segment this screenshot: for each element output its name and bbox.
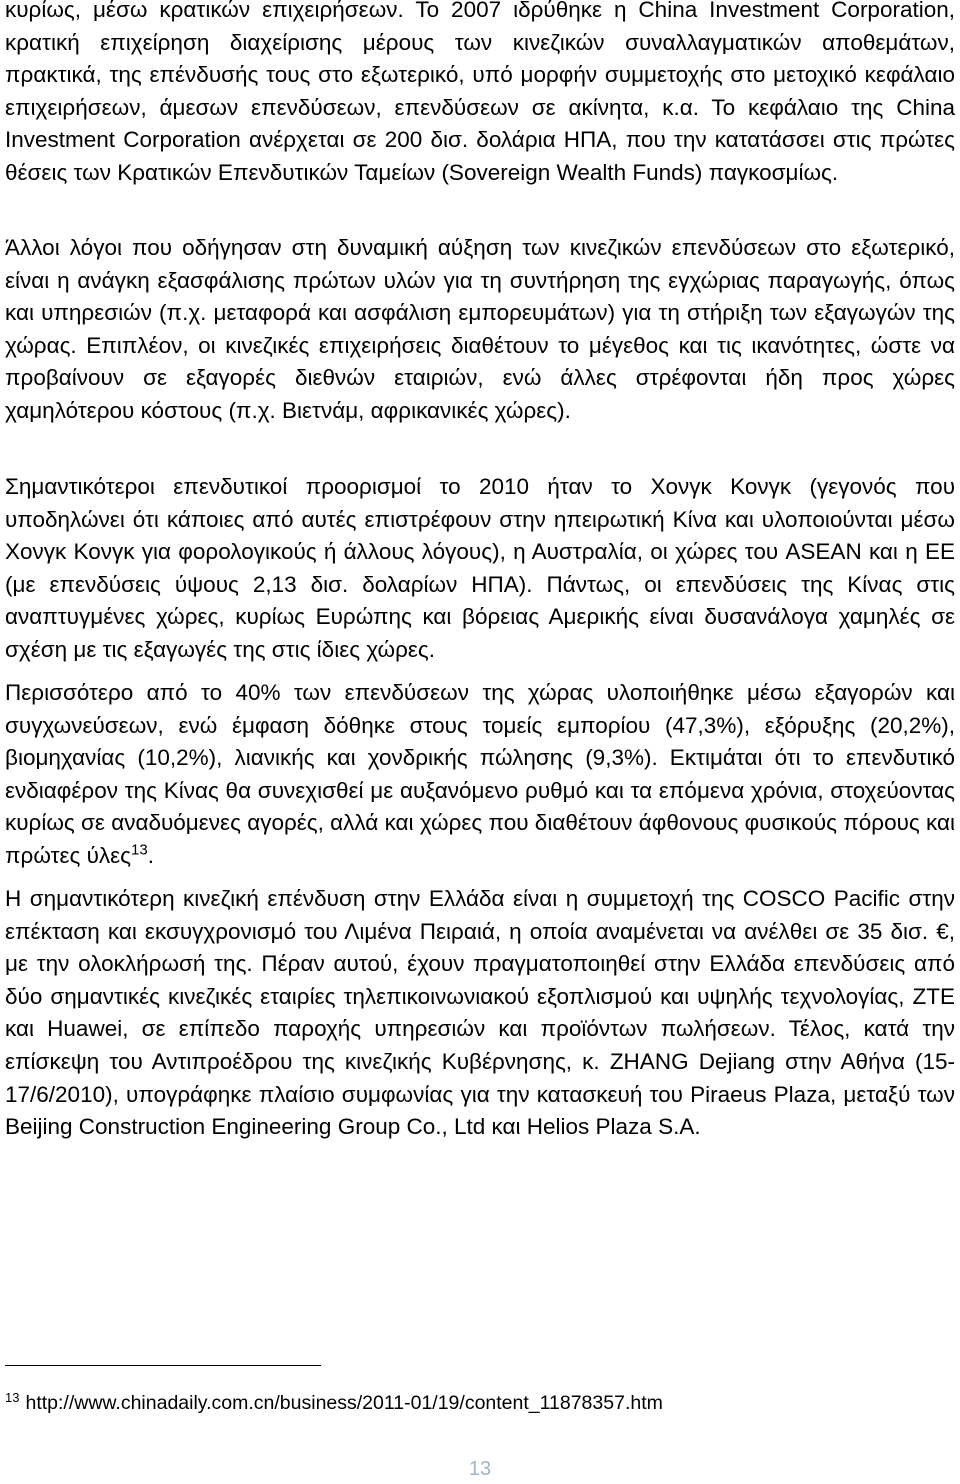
footnote-number: 13 (5, 1389, 20, 1405)
paragraph-mergers-text: Περισσότερο από το 40% των επενδύσεων της χώρας υλοποιήθηκε μέσω εξαγορών και συγχωνεύσεων, ενώ έμφαση δόθηκε στους τομείς εμπορίου (47,3%), εξόρυξης (20,2%), βιομηχανίας (10,2%), λιανικής και χονδρικής πώλησης (9,3%). Εκτιμάται ότι το επενδυτικό ενδιαφέρον της Κίνας θα συνεχισθεί με αυξανόμενο ρυθμό και τα επόμενα χρόνια, στοχεύοντας κυρίως σε αναδυόμενες αγορές, αλλά και χώρες που διαθέτουν άφθονους φυσικούς πόρους και πρώτες ύλες (5, 680, 955, 868)
footnote-reference[interactable]: 13 (131, 841, 148, 859)
paragraph-mergers-end-punctuation: . (147, 842, 154, 868)
footnote (5, 1390, 663, 1416)
paragraph-mergers-acquisitions (5, 677, 955, 873)
paragraph-investment-destinations: Σημαντικότεροι επενδυτικοί προορισμοί το 2010 ήταν το Χονγκ Κονγκ (γεγονός που υποδηλώνει ότι κάποιες από αυτές επιστρέφουν στην ηπειρωτική Κίνα και υλοποιούνται μέσω Χονγκ Κονγκ για φορολογικούς ή άλλους λόγους), η Αυστραλία, οι χώρες του ASEAN και η ΕΕ (με επενδύσεις ύψους 2,13 δισ. δολαρίων ΗΠΑ). Πάντως, οι επενδύσεις της Κίνας στις αναπτυγμένες χώρες, κυρίως Ευρώπης και βόρειας Αμερικής είναι δυσανάλογα χαμηλές σε σχέση με τις εξαγωγές της στις ίδιες χώρες. (5, 474, 955, 662)
paragraph-other-reasons: Άλλοι λόγοι που οδήγησαν στη δυναμική αύξηση των κινεζικών επενδύσεων στο εξωτερικό, είναι η ανάγκη εξασφάλισης πρώτων υλών για τη συντήρηση της εγχώριας παραγωγής, όπως και υπηρεσιών (π.χ. μεταφορά και ασφάλιση εμπορευμάτων) για τη στήριξη των εξαγωγών της χώρας. Επιπλέον, οι κινεζικές επιχειρήσεις διαθέτουν το μέγεθος και τις ικανότητες, ώστε να προβαίνουν σε εξαγορές διεθνών εταιριών, ενώ άλλες στρέφονται ήδη προς χώρες χαμηλότερου κόστους (π.χ. Βιετνάμ, αφρικανικές χώρες). (5, 235, 955, 423)
footnote-separator (5, 1365, 321, 1366)
page-number: 13 (468, 1458, 492, 1480)
paragraph-china-investment-corporation: κυρίως, μέσω κρατικών επιχειρήσεων. Το 2007 ιδρύθηκε η China Investment Corporation, κρατική επιχείρηση διαχείρισης μέρους των κινεζικών συναλλαγματικών αποθεμάτων, πρακτικά, της επένδυσής τους στο εξωτερικό, υπό μορφήν συμμετοχής στο μετοχικό κεφάλαιο επιχειρήσεων, άμεσων επενδύσεων, επενδύσεων σε ακίνητα, κ.α. Το κεφάλαιο της China Investment Corporation ανέρχεται σε 200 δισ. δολάρια ΗΠΑ, που την κατατάσσει στις πρώτες θέσεις των Κρατικών Επενδυτικών Ταμείων (Sovereign Wealth Funds) παγκοσμίως. (5, 0, 955, 185)
footnote-link[interactable]: http://www.chinadaily.com.cn/business/2011-01/19/content_11878357.htm (25, 1392, 663, 1414)
paragraph-greece-investment: Η σημαντικότερη κινεζική επένδυση στην Ελλάδα είναι η συμμετοχή της COSCO Pacific στην επέκταση και εκσυγχρονισμό του Λιμένα Πειραιά, η οποία αναμένεται να ανέλθει σε 35 δισ. €, με την ολοκλήρωσή της. Πέραν αυτού, έχουν πραγματοποιηθεί στην Ελλάδα επενδύσεις από δύο σημαντικές κινεζικές εταιρίες τηλεπικοινωνιακού εξοπλισμού και υψηλής τεχνολογίας, ZTE και Huawei, σε επίπεδο παροχής υπηρεσιών και προϊόντων πωλήσεων. Τέλος, κατά την επίσκεψη του Αντιπροέδρου της κινεζικής Κυβέρνησης, κ. ZHANG Dejiang στην Αθήνα (15-17/6/2010), υπογράφηκε πλαίσιο συμφωνίας για την κατασκευή του Piraeus Plaza, μεταξύ των Beijing Construction Engineering Group Co., Ltd και Helios Plaza S.A. (5, 886, 955, 1140)
